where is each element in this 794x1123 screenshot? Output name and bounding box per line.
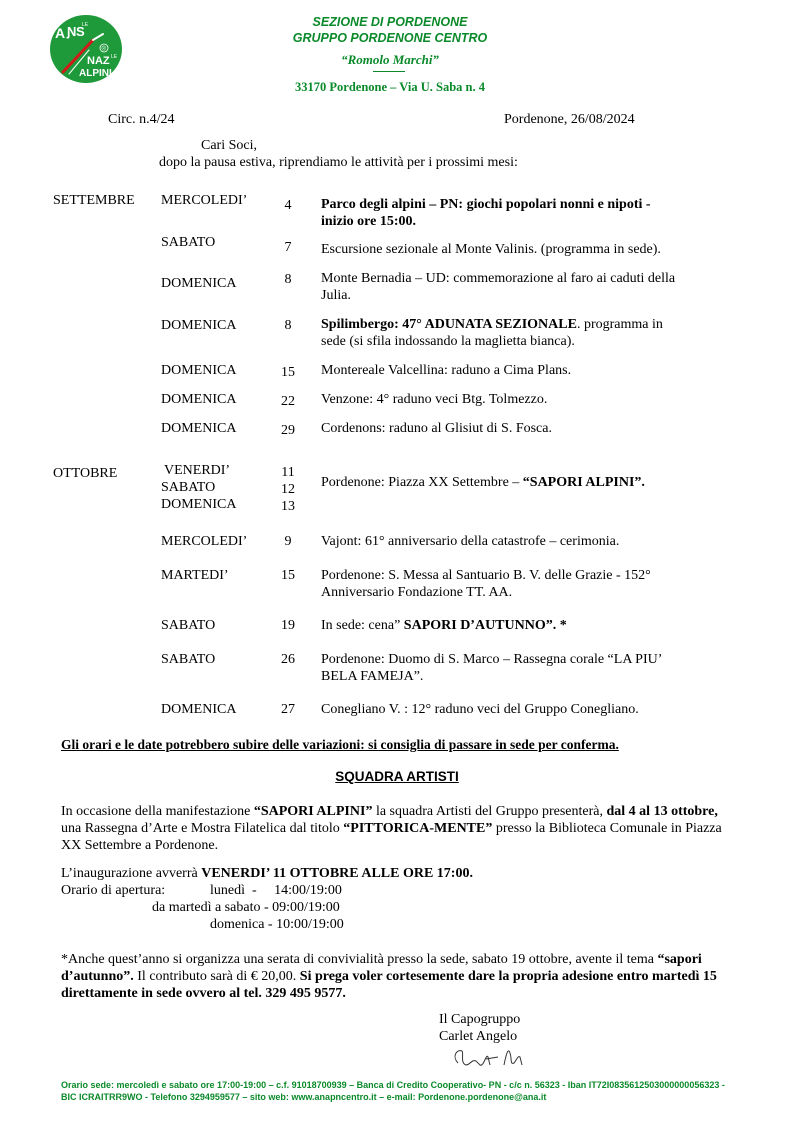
opening-hours-label: Orario di apertura:	[61, 883, 166, 898]
event-description: Pordenone: Duomo di S. Marco – Rassegna corale “LA PIU’ BELA FAMEJA”.	[321, 652, 662, 684]
squadra-title: SQUADRA ARTISTI	[335, 769, 459, 784]
opening-hours-sunday: domenica - 10:00/19:00	[210, 917, 344, 932]
signature-role: Il Capogruppo	[439, 1012, 521, 1027]
event-date-number: 15	[281, 365, 295, 380]
event-date-number: 11	[281, 465, 295, 480]
circular-number: Circ. n.4/24	[108, 112, 175, 127]
event-date-number: 27	[281, 702, 295, 717]
event-day: DOMENICA	[161, 702, 237, 717]
event-description: Montereale Valcellina: raduno a Cima Plans.	[321, 363, 572, 378]
event-day: VENERDI’	[164, 463, 231, 478]
event-description: Conegliano V. : 12° raduno veci del Gruppo Conegliano.	[321, 702, 639, 717]
event-day: DOMENICA	[161, 421, 237, 436]
handwritten-signature	[450, 1043, 530, 1073]
header-section: SEZIONE DI PORDENONE	[312, 15, 468, 29]
event-description: Spilimbergo: 47° ADUNATA SEZIONALE. programma in sede (si sfila indossando la maglietta bianca).	[321, 317, 663, 349]
event-day: DOMENICA	[161, 497, 237, 512]
month-label: OTTOBRE	[53, 466, 118, 481]
event-date-number: 22	[281, 394, 295, 409]
event-date-number: 15	[281, 568, 295, 583]
event-day: MERCOLEDI’	[161, 534, 248, 549]
event-date-number: 19	[281, 618, 295, 633]
event-description: Pordenone: Piazza XX Settembre – “SAPORI ALPINI”.	[321, 475, 645, 490]
event-day: SABATO	[161, 618, 216, 633]
event-date-number: 7	[284, 240, 292, 255]
event-date-number: 29	[281, 423, 295, 438]
event-description: Pordenone: S. Messa al Santuario B. V. delle Grazie - 152° Anniversario Fondazione TT. AA.	[321, 568, 651, 600]
event-description: Escursione sezionale al Monte Valinis. (programma in sede).	[321, 242, 661, 257]
header-address: 33170 Pordenone – Via U. Saba n. 4	[295, 80, 485, 94]
event-date-number: 26	[281, 652, 295, 667]
letter-date: Pordenone, 26/08/2024	[504, 112, 635, 127]
logo-text-bottom: ALPINI	[79, 68, 112, 79]
dinner-paragraph: *Anche quest’anno si organizza una serata di convivialità presso la sede, sabato 19 ottobre, avente il tema “sapori d’autunno”. Il contributo sarà di € 20,00. Si prega voler cortesemente dare la propria adesione entro martedì 15 direttamente in sede ovvero al tel. 329 495 9577.	[61, 952, 717, 1001]
event-description: In sede: cena” SAPORI D’AUTUNNO”. *	[321, 618, 567, 633]
svg-text:®: ®	[101, 46, 106, 53]
header-name: “Romolo Marchi”	[341, 52, 439, 67]
event-description: Monte Bernadia – UD: commemorazione al faro ai caduti della Julia.	[321, 271, 676, 303]
event-day: DOMENICA	[161, 318, 237, 333]
event-day: SABATO	[161, 480, 216, 495]
event-date-number: 9	[284, 534, 292, 549]
squadra-paragraph: In occasione della manifestazione “SAPORI ALPINI” la squadra Artisti del Gruppo presenterà, dal 4 al 13 ottobre, una Rassegna d’Arte e Mostra Filatelica dal titolo “PITTORICA-MENTE” presso la Biblioteca Comunale in Piazza XX Settembre a Pordenone.	[61, 804, 722, 853]
schedule-notice: Gli orari e le date potrebbero subire delle variazioni: si consiglia di passare in sede per conferma.	[61, 737, 619, 752]
event-date-number: 13	[281, 499, 295, 514]
opening-hours-monday: lunedì - 14:00/19:00	[210, 883, 342, 898]
event-date-number: 4	[284, 198, 292, 213]
event-day: DOMENICA	[161, 276, 237, 291]
event-day: DOMENICA	[161, 392, 237, 407]
event-day: MARTEDI’	[161, 568, 229, 583]
event-description: Venzone: 4° raduno veci Btg. Tolmezzo.	[321, 392, 548, 407]
logo-text-top: A	[55, 25, 66, 41]
event-date-number: 8	[284, 272, 292, 287]
event-date-number: 12	[281, 482, 295, 497]
event-day: SABATO	[161, 235, 216, 250]
event-description: Cordenons: raduno al Glisiut di S. Fosca.	[321, 421, 552, 436]
opening-hours-weekdays: da martedì a sabato - 09:00/19:00	[152, 900, 340, 915]
footer-line-1: Orario sede: mercoledì e sabato ore 17:00-19:00 – c.f. 91018700939 – Banca di Credito Cooperativo- PN - c/c n. 56323 - Iban IT72I0835612503000000056323 -	[61, 1080, 725, 1090]
ana-logo	[49, 14, 123, 84]
event-description: Vajont: 61° anniversario della catastrofe – cerimonia.	[321, 534, 620, 549]
greeting-salutation: Cari Soci,	[201, 138, 257, 153]
greeting-intro: dopo la pausa estiva, riprendiamo le attività per i prossimi mesi:	[159, 155, 518, 170]
event-day: DOMENICA	[161, 363, 237, 378]
header-group: GRUPPO PORDENONE CENTRO	[292, 31, 488, 45]
event-description: Parco degli alpini – PN: giochi popolari nonni e nipoti - inizio ore 15:00.	[321, 197, 651, 229]
svg-text:Ɲ: Ɲ	[67, 24, 77, 39]
event-day: SABATO	[161, 652, 216, 667]
footer-line-2: BIC ICRAITRR9WO - Telefono 3294959577 – sito web: www.anapncentro.it – e-mail: Pordenone.pordenone@ana.it	[61, 1092, 547, 1102]
logo-text-mid: NAZ	[87, 55, 110, 67]
signature-name: Carlet Angelo	[439, 1029, 518, 1044]
header-rule	[373, 71, 405, 72]
month-label: SETTEMBRE	[53, 193, 135, 208]
inauguration-line: L’inaugurazione avverrà VENERDI’ 11 OTTOBRE ALLE ORE 17:00.	[61, 866, 473, 881]
svg-text:LE: LE	[82, 22, 89, 28]
event-date-number: 8	[284, 318, 292, 333]
svg-text:S: S	[76, 24, 85, 39]
event-day: MERCOLEDI’	[161, 193, 248, 208]
svg-text:LE: LE	[111, 54, 118, 60]
